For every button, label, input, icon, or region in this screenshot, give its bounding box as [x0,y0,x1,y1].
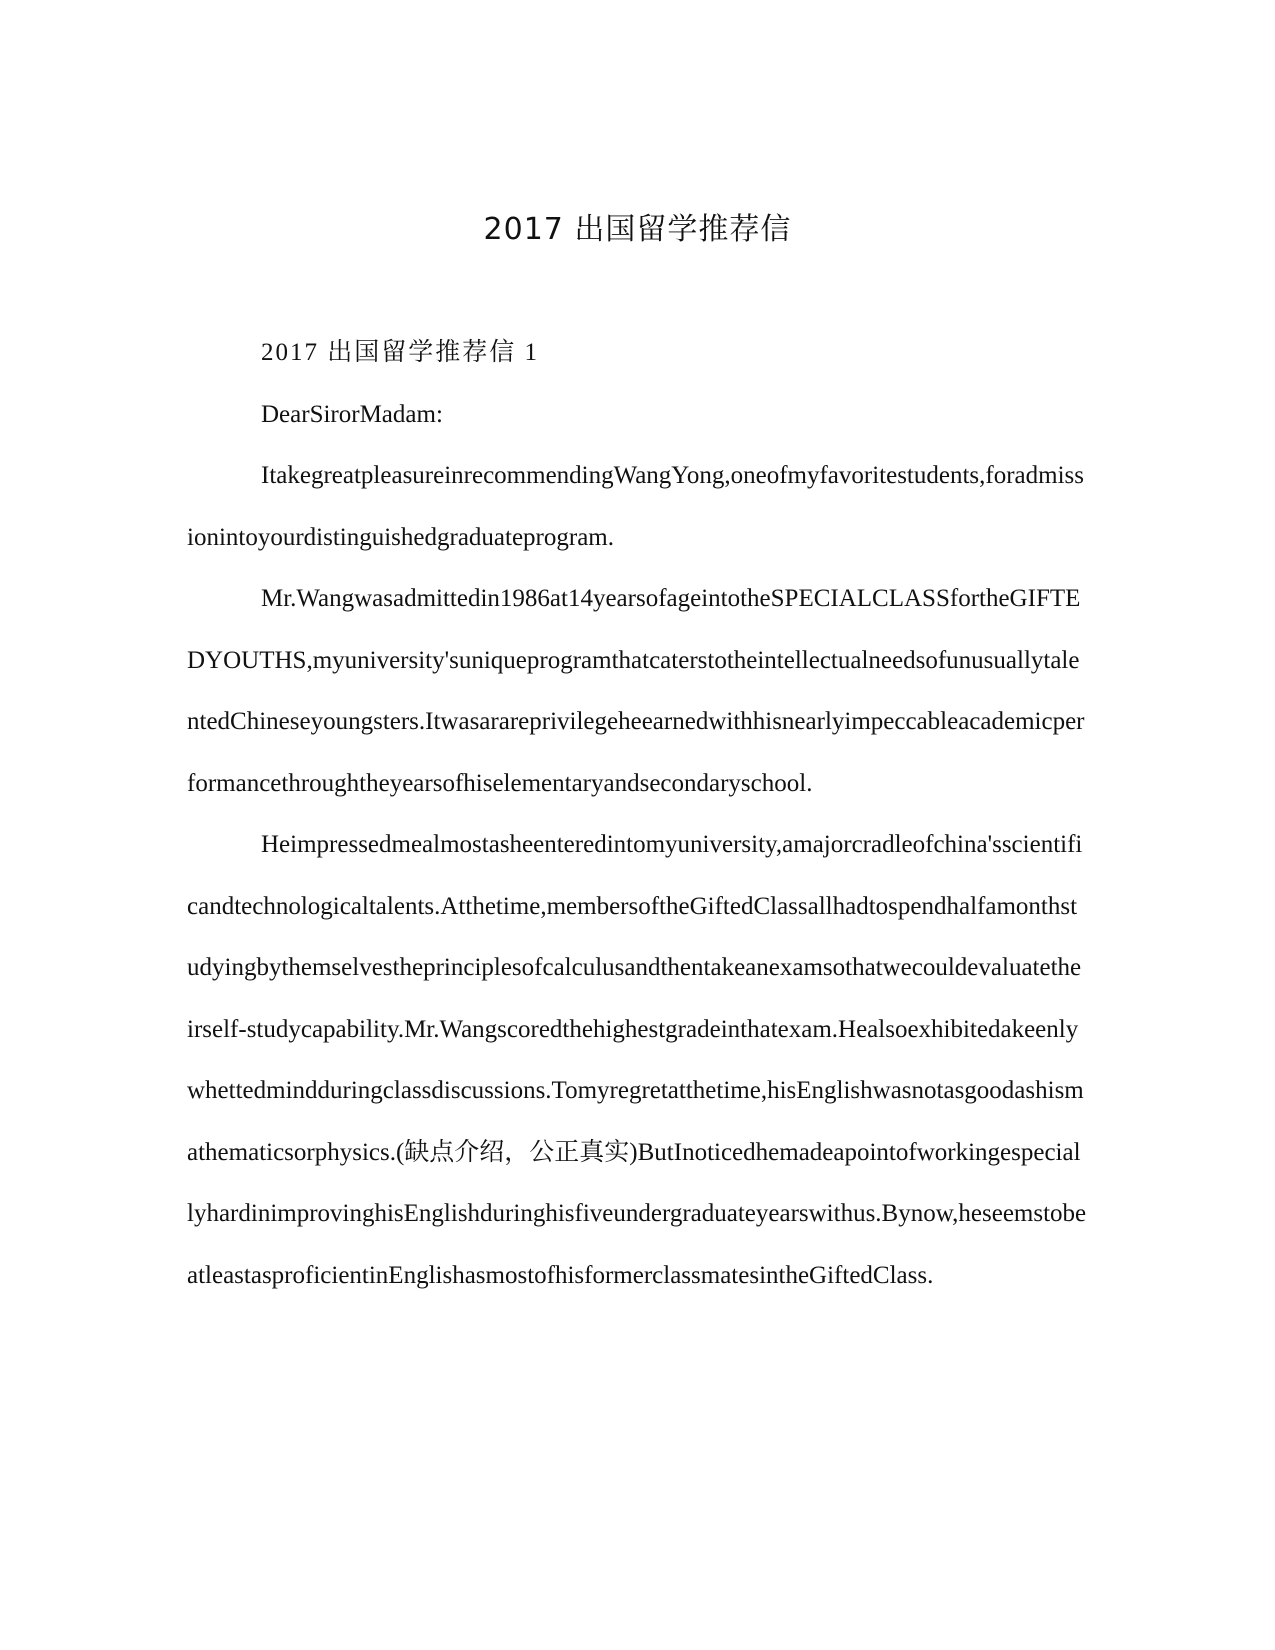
salutation: DearSirorMadam: [261,400,443,428]
document-title: 2017 出国留学推荐信 [483,212,792,247]
letter-heading: 2017 出国留学推荐信 1 [261,339,540,366]
paragraph-introduction: ItakegreatpleasureinrecommendingWangYong,oneofmyfavoritestudents,foradmissionintoyourdistinguishedgraduateprogram. [187,462,1084,551]
paragraph-background: Mr.Wangwasadmittedin1986at14yearsofageintotheSPECIALCLASSfortheGIFTEDYOUTHS,myuniversity'suniqueprogramthatcaterstotheintellectualneedsofunusuallytalentedChineseyoungsters.Itwasarareprivilegeheearnedwithhisnearlyimpeccableacademicperformancethroughtheyearsofhiselementaryandsecondaryschool. [187,585,1085,797]
paragraph-impression: Heimpressedmealmostasheenteredintomyuniversity,amajorcradleofchina'sscientificandtechnologicaltalents.Atthetime,membersoftheGiftedClassallhadtospendhalfamonthstudyingbythemselvestheprinciplesofcalculusandthentakeanexamsothatwecouldevaluatetheirself-studycapability.Mr.Wangscoredthehighestgradeinthatexam.Healsoexhibitedakeenlywhettedmindduringclassdiscussions.Tomyregretatthetime,hisEnglishwasnotasgoodashismathematicsorphysics.(缺点介绍，公正真实)ButInoticedhemadeapointofworkingespeciallyhardinimprovinghisEnglishduringhisfiveundergraduateyearswithus.Bynow,heseemstobeatleastasproficientinEnglishasmostofhisformerclassmatesintheGiftedClass. [187,831,1087,1289]
document-body [187,322,1087,1306]
